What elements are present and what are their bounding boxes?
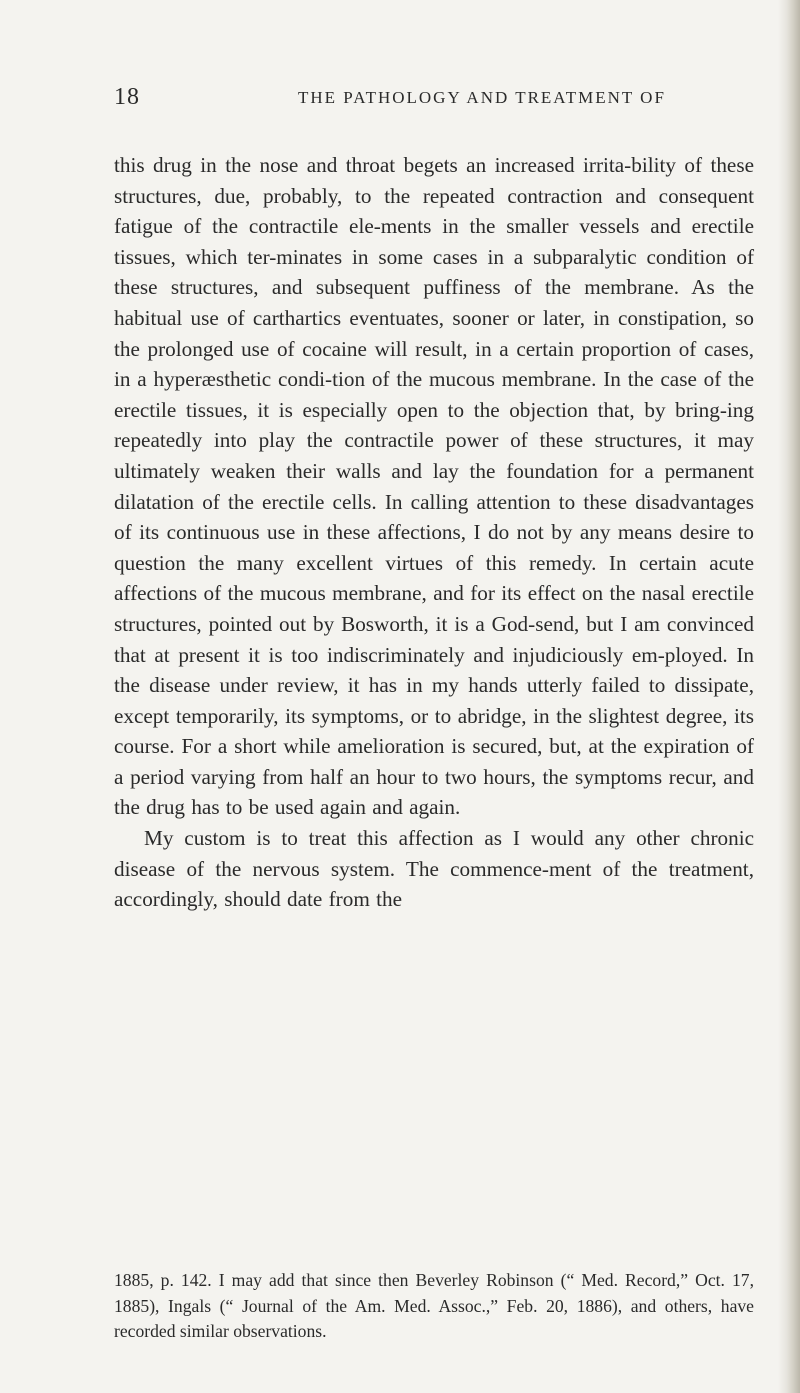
footnote: 1885, p. 142. I may add that since then Beverley Robinson (“ Med. Record,” Oct. 17, 1885), Ingals (“ Journal of the Am. Med. Assoc.,” Feb. 20, 1886), and others, have recorded similar observations. bbox=[114, 1270, 754, 1341]
page-number: 18 bbox=[114, 84, 140, 110]
body-text bbox=[114, 150, 754, 915]
page-edge-shadow bbox=[778, 0, 800, 1393]
paragraph: this drug in the nose and throat begets an increased irrita-bility of these structures, due, probably, to the repeated contraction and consequent fatigue of the contractile ele-ments in the smaller vessels and erectile tissues, which ter-minates in some cases in a subparalytic condition of these structures, and subsequent puffiness of the membrane. As the habitual use of carthartics eventuates, sooner or later, in constipation, so the prolonged use of cocaine will result, in a certain proportion of cases, in a hyperæsthetic condi-tion of the mucous membrane. In the case of the erectile tissues, it is especially open to the objection that, by bring-ing repeatedly into play the contractile power of these structures, it may ultimately weaken their walls and lay the foundation for a permanent dilatation of the erectile cells. In calling attention to these disadvantages of its continuous use in these affections, I do not by any means desire to question the many excellent virtues of this remedy. In certain acute affections of the mucous membrane, and for its effect on the nasal erectile structures, pointed out by Bosworth, it is a God-send, but I am convinced that at present it is too indiscriminately and injudiciously em-ployed. In the disease under review, it has in my hands utterly failed to dissipate, except temporarily, its symptoms, or to abridge, in the slightest degree, its course. For a short while amelioration is secured, but, at the expiration of a period varying from half an hour to two hours, the symptoms recur, and the drug has to be used again and again. bbox=[114, 153, 754, 820]
page-header bbox=[114, 84, 754, 114]
paragraph: My custom is to treat this affection as I would any other chronic disease of the nervous system. The commence-ment of the treatment, accordingly, should date from the bbox=[114, 826, 754, 912]
running-title: THE PATHOLOGY AND TREATMENT OF bbox=[298, 88, 666, 107]
